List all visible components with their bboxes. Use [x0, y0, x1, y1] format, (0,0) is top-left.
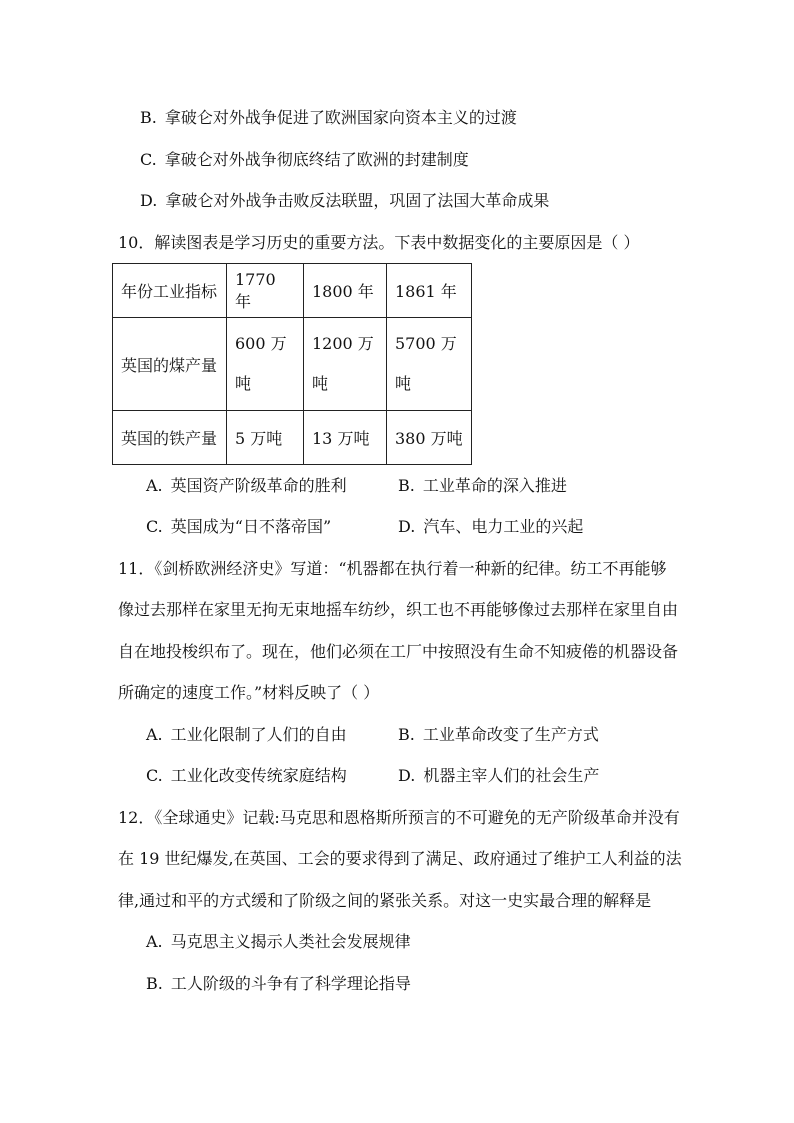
- q10-option-d: [398, 516, 583, 538]
- option-text: 拿破仑对外战争促进了欧洲国家向资本主义的过渡: [164, 108, 517, 127]
- option-letter: A.: [146, 725, 163, 744]
- option-letter: C.: [146, 517, 163, 536]
- q10-data-table: [112, 263, 472, 465]
- q10-option-a: [146, 475, 347, 497]
- option-letter: C.: [140, 150, 157, 169]
- q12-stem-line: 在 19 世纪爆发,在英国、工会的要求得到了满足、政府通过了维护工人利益的法: [118, 849, 682, 868]
- table-cell: 5 万吨: [227, 411, 304, 465]
- q12-stem-line: 律,通过和平的方式缓和了阶级之间的紧张关系。对这一史实最合理的解释是: [118, 891, 652, 910]
- option-letter: B.: [140, 108, 157, 127]
- table-cell: 5700 万吨: [395, 334, 457, 393]
- q11-stem-line: 11．《剑桥欧洲经济史》写道：“机器都在执行着一种新的纪律。纺工不再能够: [118, 559, 667, 578]
- q11-stem-line: 像过去那样在家里无拘无束地摇车纺纱，织工也不再能够像过去那样在家里自由: [118, 600, 679, 619]
- option-letter: B.: [398, 476, 415, 495]
- q11-stem-line: 自在地投梭织布了。现在，他们必须在工厂中按照没有生命不知疲倦的机器设备: [118, 642, 679, 661]
- option-letter: B.: [146, 974, 163, 993]
- table-cell: 英国的铁产量: [113, 411, 227, 465]
- q11-stem-line: 所确定的速度工作。”材料反映了（ ）: [118, 683, 380, 702]
- option-text: 英国成为“日不落帝国”: [170, 517, 332, 536]
- table-header-row: [113, 264, 472, 318]
- q11-option-d: [398, 765, 599, 787]
- option-text: 工业化改变传统家庭结构: [170, 766, 347, 785]
- q11-option-a: [146, 724, 347, 746]
- table-header-cell: 1770 年: [227, 264, 304, 318]
- table-cell: 13 万吨: [304, 411, 387, 465]
- option-letter: D.: [140, 191, 158, 210]
- table-header-cell: 年份工业指标: [113, 264, 227, 318]
- q11-option-b: [398, 724, 599, 746]
- table-header-cell: 1861 年: [387, 264, 472, 318]
- option-letter: D.: [398, 517, 416, 536]
- table-cell: 英国的煤产量: [113, 318, 227, 411]
- q9-option-c: [140, 149, 469, 171]
- table-row: [113, 411, 472, 465]
- q12-option-a: [146, 931, 411, 953]
- q10-stem: 10．解读图表是学习历史的重要方法。下表中数据变化的主要原因是（ ）: [118, 233, 640, 252]
- option-text: 工业革命的深入推进: [422, 476, 567, 495]
- table-cell: 1200 万吨: [312, 334, 374, 393]
- q11-option-c: [146, 765, 347, 787]
- option-letter: A.: [146, 476, 163, 495]
- option-letter: C.: [146, 766, 163, 785]
- q12-stem-line: 12．《全球通史》记载:马克思和恩格斯所预言的不可避免的无产阶级革命并没有: [118, 808, 680, 827]
- option-text: 工人阶级的斗争有了科学理论指导: [170, 974, 411, 993]
- option-text: 拿破仑对外战争击败反法联盟，巩固了法国大革命成果: [165, 191, 550, 210]
- q10-option-c: [146, 516, 331, 538]
- option-letter: A.: [146, 932, 163, 951]
- q12-option-b: [146, 973, 411, 995]
- q9-option-d: [140, 190, 549, 212]
- table-row: [113, 318, 472, 411]
- option-text: 英国资产阶级革命的胜利: [170, 476, 347, 495]
- q10-option-b: [398, 475, 567, 497]
- option-letter: D.: [398, 766, 416, 785]
- table-cell: 600 万吨: [235, 334, 287, 393]
- option-text: 拿破仑对外战争彻底终结了欧洲的封建制度: [164, 150, 469, 169]
- table-header-cell: 1800 年: [304, 264, 387, 318]
- option-text: 机器主宰人们的社会生产: [423, 766, 600, 785]
- option-letter: B.: [398, 725, 415, 744]
- q9-option-b: [140, 107, 517, 129]
- option-text: 工业革命改变了生产方式: [422, 725, 599, 744]
- option-text: 汽车、电力工业的兴起: [423, 517, 584, 536]
- table-cell: 380 万吨: [387, 411, 472, 465]
- option-text: 工业化限制了人们的自由: [170, 725, 347, 744]
- option-text: 马克思主义揭示人类社会发展规律: [170, 932, 411, 951]
